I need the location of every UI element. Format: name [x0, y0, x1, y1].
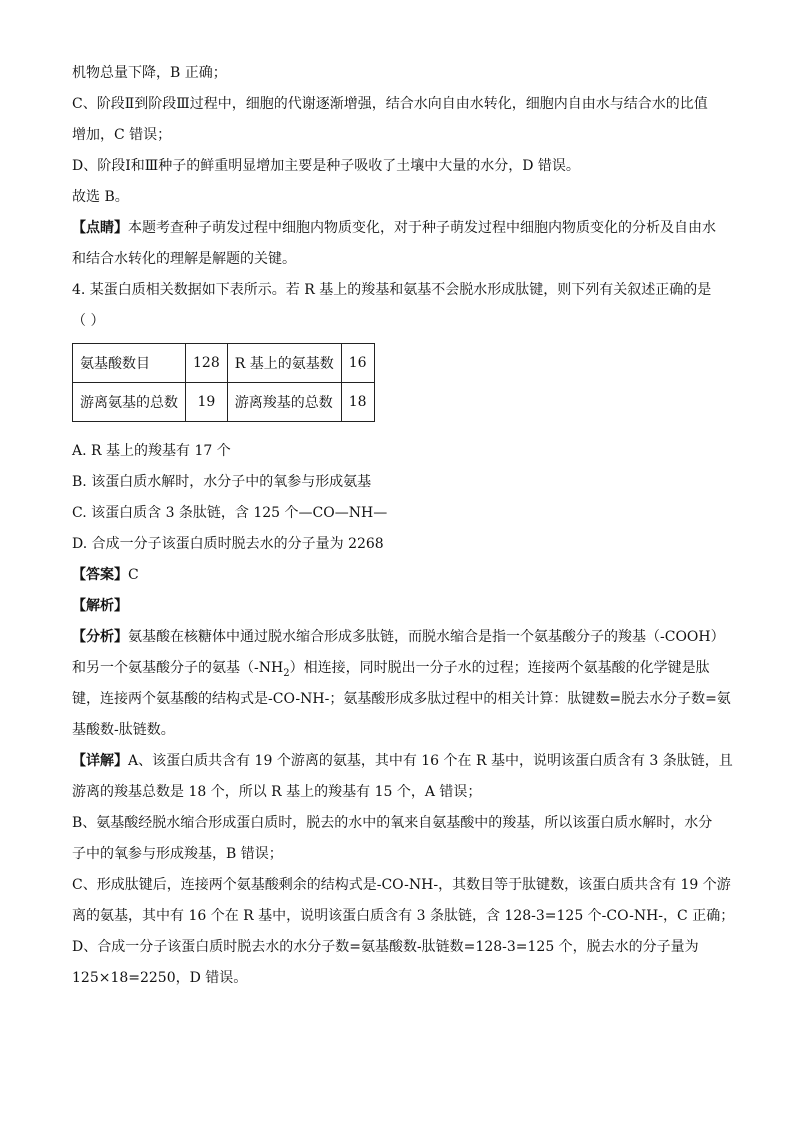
dianjing-text: 本题考查种子萌发过程中细胞内物质变化，对于种子萌发过程中细胞内物质变化的分析及自由水 [128, 220, 716, 236]
answer-label: 【答案】 [72, 567, 128, 583]
question-stem-line1: 4. 某蛋白质相关数据如下表所示。若 R 基上的羧基和氨基不会脱水形成肽键，则下列有关叙述正确的是 [72, 282, 712, 298]
option-d: D. 合成一分子该蛋白质时脱去水的分子量为 2268 [72, 536, 384, 552]
option-c: C. 该蛋白质含 3 条肽链，含 125 个—CO—NH— [72, 505, 388, 521]
option-b: B. 该蛋白质水解时，水分子中的氧参与形成氨基 [72, 474, 372, 490]
fenxi-label: 【分析】 [72, 629, 128, 645]
fenxi-line1 [72, 622, 725, 653]
analysis-label: 【解析】 [72, 598, 128, 614]
answer-value: C [128, 567, 139, 583]
prev-answer-c-line2: 增加，C 错误； [72, 127, 172, 143]
table-cell: 19 [186, 383, 228, 422]
xiangjie-line-d1: D、合成一分子该蛋白质时脱去水的水分子数=氨基酸数-肽链数=128-3=125 个，脱去水的分子量为 [72, 939, 699, 955]
answer-line [72, 560, 722, 591]
xiangjie-text: A、该蛋白质共含有 19 个游离的氨基，其中有 16 个在 R 基中，说明该蛋白质含有 3 条肽链，且 [128, 753, 733, 769]
table-cell: 氨基酸数目 [73, 344, 186, 383]
prev-answer-c-line1: C、阶段Ⅱ到阶段Ⅲ过程中，细胞的代谢逐渐增强，结合水向自由水转化，细胞内自由水与结合水的比值 [72, 96, 708, 112]
xiangjie-line-a2: 游离的羧基总数是 18 个，所以 R 基上的羧基有 15 个，A 错误； [72, 784, 482, 800]
table-cell: R 基上的氨基数 [227, 344, 341, 383]
prev-choose: 故选 B。 [72, 189, 129, 205]
table-cell: 128 [186, 344, 228, 383]
dianjing-line2: 和结合水转化的理解是解题的关键。 [72, 251, 296, 267]
document-page [72, 58, 735, 994]
option-a: A. R 基上的羧基有 17 个 [72, 443, 231, 459]
fenxi-line3: 键，连接两个氨基酸的结构式是-CO-NH-；氨基酸形成多肽过程中的相关计算：肽键数=脱去水分子数=氨 [72, 691, 731, 707]
xiangjie-line-b2: 子中的氧参与形成羧基，B 错误； [72, 846, 283, 862]
xiangjie-line-c1: C、形成肽键后，连接两个氨基酸剩余的结构式是-CO-NH-，其数目等于肽键数，该蛋白质共含有 19 个游 [72, 877, 731, 893]
xiangjie-line-d2: 125×18=2250，D 错误。 [72, 970, 248, 986]
prev-answer-d: D、阶段Ⅰ和Ⅲ种子的鲜重明显增加主要是种子吸收了土壤中大量的水分，D 错误。 [72, 158, 580, 174]
table-row [73, 383, 375, 422]
fenxi-text: ）相连接，同时脱出一分子水的过程；连接两个氨基酸的化学键是肽 [289, 660, 710, 676]
data-table [72, 343, 375, 422]
table-cell: 16 [341, 344, 374, 383]
fenxi-text: 和另一个氨基酸分子的氨基（-NH [72, 660, 284, 676]
xiangjie-line-c2: 离的氨基，其中有 16 个在 R 基中，说明该蛋白质含有 3 条肽链，含 128-3=125 个-CO-NH-，C 正确； [72, 908, 735, 924]
table-cell: 18 [341, 383, 374, 422]
question-stem-line2: （ ） [72, 313, 105, 329]
xiangjie-line-a1 [72, 746, 733, 777]
dianjing-line1 [72, 213, 722, 244]
table-cell: 游离氨基的总数 [73, 383, 186, 422]
dianjing-label: 【点睛】 [72, 220, 128, 236]
xiangjie-label: 【详解】 [72, 753, 128, 769]
subscript: 2 [283, 667, 290, 679]
table-row [73, 344, 375, 383]
fenxi-line2 [72, 653, 722, 684]
xiangjie-line-b1: B、氨基酸经脱水缩合形成蛋白质时，脱去的水中的氧来自氨基酸中的羧基，所以该蛋白质水解时，水分 [72, 815, 713, 831]
prev-answer-b: 机物总量下降，B 正确； [72, 65, 227, 81]
fenxi-text: 氨基酸在核糖体中通过脱水缩合形成多肽链，而脱水缩合是指一个氨基酸分子的羧基（-COOH） [128, 629, 725, 645]
table-cell: 游离羧基的总数 [227, 383, 341, 422]
fenxi-line4: 基酸数-肽链数。 [72, 722, 175, 738]
